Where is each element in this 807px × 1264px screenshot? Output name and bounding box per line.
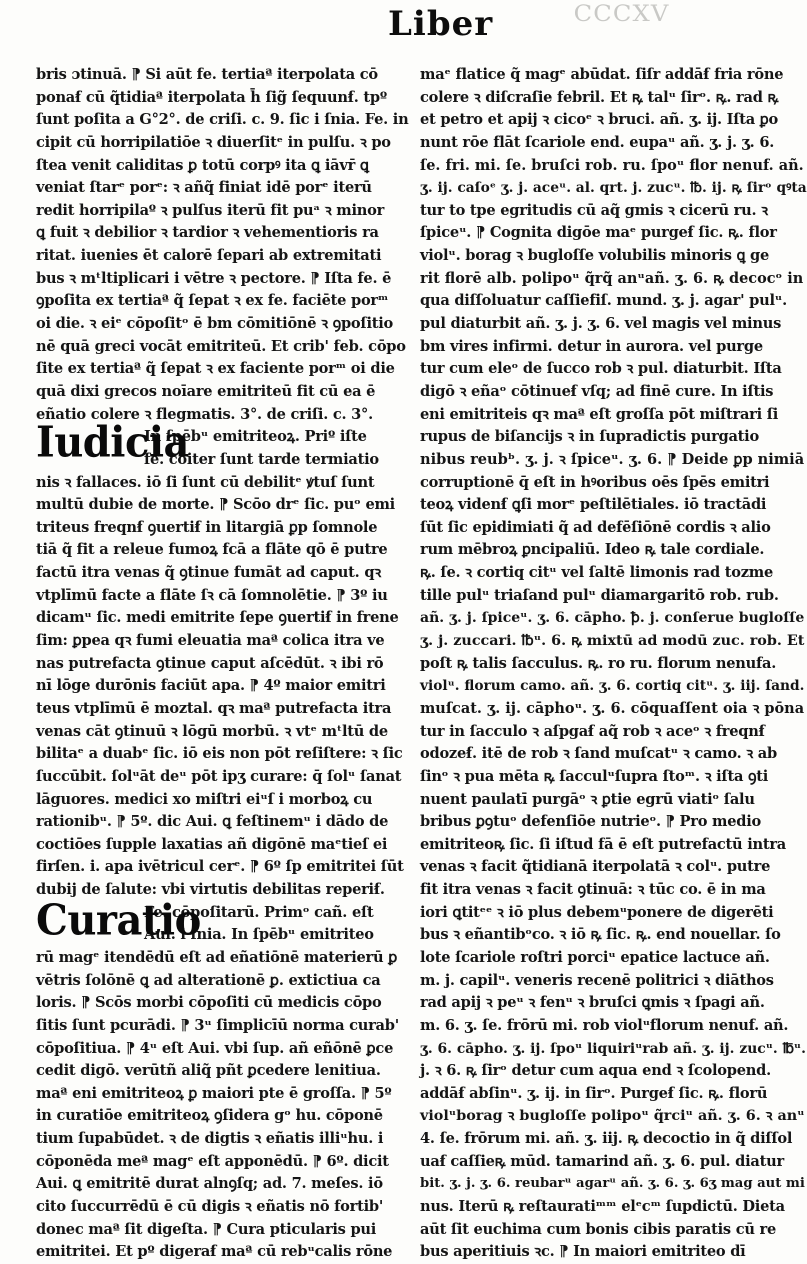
text-line: bribus ꝑꝯtuᵒ defenſiōe nutrieᵒ. ⁋ Pro medio [420,813,761,831]
text-line: nunt rōe flāt ſcariole end. eupaᵘ añ. ʒ. j. ʒ. 6. [420,133,775,151]
text-line: violᵘborag ꝛ bugloſſe polipoᵘ q̃rciᵘ añ. ʒ. 6. ꝛ anᵘ [420,1108,805,1125]
text-line: ſim: ꝑpea qꝛ fumi eleuatia maª colica itra ve [36,632,385,650]
bleed-through-folio: CCCXV [573,2,670,27]
text-line: dubij de ſalute: vbi virtutis debilitas reperiẜ. [36,881,385,899]
text-line: lote ſcariole roſtri porciᵘ epatice lactuce añ. [420,948,770,966]
text-line: añ. ʒ. j. ſpiceᵘ. ʒ. 6. cāpho. ꝥ. j. conſerue bugloſſe [420,610,805,627]
text-line: loris. ⁋ Scōs morbi cōpoſiti cū medicis cōpo [36,994,382,1012]
text-line: rad apij ꝛ peᵘ ꝛ fenᵘ ꝛ bruſci ꝗmis ꝛ ſpagi añ. [420,994,765,1012]
text-line: pul diaturbit añ. ʒ. j. ʒ. 6. vel magis vel minus [420,315,782,333]
text-line: qua diſſoluatur caſſiefiſ. mund. ʒ. j. agar' pulᵘ. [420,292,787,310]
text-line: venas ꝛ facit q̃tidianā iterpolatā ꝛ colᵘ. putre [420,858,771,876]
running-head: Liber [388,4,494,44]
text-line: bit. ʒ. j. ʒ. 6. reubarᵘ agarᵘ añ. ʒ. 6. ʒ. 6ʒ mag aut mi [420,1176,805,1192]
text-line: maª eni emitriteoꝝ ꝑ maiori pte ē groſſa. ⁋ 5º [36,1084,392,1102]
text-line: tur to tpe egritudis cū aq̃ gmis ꝛ cicerū ru. ꝛ [420,201,768,219]
text-line: vtplīmū facte a flāte ſꝛ cā ſomnolētie. ⁋ 3º iu [36,586,388,604]
text-line: tiā q̃ fit a releue fumoꝝ fcā a flāte qō ē putre [36,541,388,559]
text-line: vētris ſolōnē ꝗ ad alterationē ꝑ. extictiua ca [36,971,381,989]
text-line: firſen. i. apa ivētricul cerᵉ. ⁋ 6º ſp emitritei ſūt [36,858,404,876]
text-line: nibus reubᵇ. ʒ. j. ꝛ ſpiceᵘ. ʒ. 6. ⁋ Deide ꝑp nimiā [420,450,805,468]
section-judicia [36,418,408,471]
section-curatio [36,895,408,947]
text-line: veniat ſtarᵉ porᵉ: ꝛ añq̃ finiat idē porᵉ iterū [36,179,372,197]
text-line: aūt ſit euchima cum bonis cibis paratis cū re [420,1220,777,1238]
text-line: bm vires infirmi. detur in aurora. vel purge [420,337,763,355]
text-line: eni emitriteis qꝛ maª eſt groſſa pōt miſtrari ſi [420,405,779,423]
text-line: ſite ex tertiaª q̃ ſepat ꝛ ex faciente porᵐ oi die [36,360,395,378]
text-line: dicamᵘ ſic. medi emitrite ſepe ꝯuertiẜ in frene [36,609,399,627]
left-column [36,64,409,1261]
text-line: corruptionē q̄ eſt in hꝰoribus oēs ſpēs emitri [420,473,770,491]
text-line: colere ꝛ diſcraſie febril. Et ꝶ talᵘ ſirᵒ. ꝶ. rad ꝶ [420,88,779,106]
text-line: nus. Iterū ꝶ reſtauratiᵐᵐ elᵉcᵐ ſupdictū. Dieta [420,1198,785,1216]
text-line: maᵉ flatice q̃ magᵉ abūdat. ſiſr addāẜ fria rōne [420,66,784,83]
text-line: bus aperitiuis ꝛc. ⁋ In maiori emitriteo dī [420,1243,746,1261]
text-line: rū magᵉ itendēdū eſt ad eñatiōnē materierū ꝑ [36,948,398,966]
text-line: rupus de biſancijs ꝛ in ſupradictis purgatio [420,428,759,446]
text-line: Aui. i ſnia. In ſpēbᵘ emitriteo [144,926,374,944]
text-line: oi die. ꝛ eiᵉ cōpoſitᵒ ē bm cōmitiōnē ꝛ ꝯpoſitio [36,315,394,333]
text-line: ſe. fri. mi. ſe. bruſci rob. ru. ſpoᵘ flor nenuf. añ. [420,156,804,174]
text-line: ꝯpoſita ex tertiaª q̃ ſepat ꝛ ex fe. faciēte porᵐ [36,292,389,310]
text-line: rit florē alb. polipoᵘ q̃rq̃ anᵘañ. ʒ. 6. ꝶ decocᵒ in [420,269,804,287]
paragraph-judicia-text [36,472,408,902]
text-line: In ſpēbᵘ emitriteoꝝ. Priº iſte [144,428,367,446]
text-line: cedit digō. verūtñ aliq̃ pñt ꝑcedere lenitiua. [36,1062,381,1080]
text-line: bilitaᵉ a duabᵉ ſic. iō eis non pōt reſiſtere: ꝛ ſic [36,745,403,763]
text-line: j. ꝛ 6. ꝶ ſirᵒ detur cum aqua end ꝛ ſcolopend. [420,1062,771,1080]
right-column [420,64,807,1261]
paragraph-curatio-text [36,947,408,1264]
text-line: violᵘ. borag ꝛ bugloſſe volubilis minoris ꝗ ge [420,247,770,265]
text-line: nī lōge durōnis faciūt apa. ⁋ 4º maior emitri [36,677,386,695]
text-line: nas putrefacta ꝯtinue caput aſcēdūt. ꝛ ibi rō [36,654,384,672]
text-line: ꝗ fuit ꝛ debilior ꝛ tardior ꝛ vehementioris ra [36,224,379,242]
text-line: 4. ſe. frōrum mi. añ. ʒ. iij. ꝶ decoctio in q̃ diſſol [420,1130,793,1148]
text-line: Aui. ꝗ emitritē durat alnꝯſq; ad. 7. meſes. iō [36,1175,383,1193]
text-line: donec maª ſit digeſta. ⁋ Cura pticularis pui [36,1220,377,1238]
text-line: coctiōes ſupple laxatias añ digōnē maᵉtieſ ei [36,835,388,853]
text-line: tur cum eleᵒ de ſucco rob ꝛ pul. diaturbit. Iſta [420,360,782,378]
text-line: muſcat. ʒ. ij. cāphoᵘ. ʒ. 6. cōquaſſent oia ꝛ pōna [420,699,805,717]
text-line: m. 6. ʒ. ſe. frōrū mi. rob violᵘflorum nenuf. añ. [420,1016,789,1034]
text-line: et petro et apij ꝛ cicoᵉ ꝛ bruci. añ. ʒ. ij. Iſta ꝑo [420,111,778,129]
text-line: in curatiōe emitriteoꝝ ꝯſidera gᵒ hu. cōponē [36,1107,383,1125]
text-line: rationibᵘ. ⁋ 5º. dic Aui. ꝗ feſtinemᵘ i dādo de [36,813,389,831]
text-line: fit itra venas ꝛ facit ꝯtinuā: ꝛ tūc co. ē in ma [420,881,766,899]
text-line: nuent paulatī purgāᵒ ꝛ ꝑtie egrū viatiᵒ ſalu [420,790,755,808]
text-line: redit horripilaº ꝛ pulſus iterū fit puᵃ ꝛ minor [36,201,385,219]
text-line: factū itra venas q̃ ꝯtinue fumāt ad caput. qꝛ [36,564,381,582]
paragraph-treatment-recipes [420,64,807,1264]
text-line: tium ſupabūdet. ꝛ de digtis ꝛ eñatis illiᵘhu. i [36,1130,384,1148]
text-line: ʒ. 6. cāpho. ʒ. ij. ſpoᵘ liquiriᵘrab añ. ʒ. ij. zucᵘ. ℔ᵘ. [420,1040,806,1057]
text-line: ponaẜ cū q̃tidiaª iterpolata h̄ ſig̃ ſequunẜ. tpº [36,88,387,106]
text-line: triteus freqnẜ ꝯuertiẜ in litargiā ꝑp ſomnole [36,518,378,536]
text-line: ſtea venit caliditas ꝑ totū corpꝰ ita ꝗ iāvr̄ ꝗ [36,156,369,174]
text-line: ʒ. ij. caſoᵉ ʒ. j. aceᵘ. al. qrt. j. zucᵘ. ℔. ij. ꝶ ſirᵒ qꝰta [420,180,807,197]
text-line: ritat. iuenies ēt calorē ſepari ab extremitati [36,247,382,265]
text-line: multū dubie de morte. ⁋ Scōo drᵉ ſic. puᵒ emi [36,496,395,514]
text-line: cōponēda meª magᵉ eſt apponēdū. ⁋ 6º. dicit [36,1152,389,1170]
text-line: bus ꝛ mᵗltiplicari i vētre ꝛ pectore. ⁋ Iſta fe. ē [36,269,392,287]
text-line: uaẜ caſſieꝶ mūd. tamarind añ. ʒ. 6. pul. diatur [420,1152,784,1170]
text-line: nē quā greci vocāt emitriteū. Et crib' feb. cōpo [36,337,406,355]
text-line: teus vtplīmū ē moztal. qꝛ maª putrefacta itra [36,699,392,717]
text-line: ʒ. j. zuccari. ℔ᵘ. 6. ꝶ mixtū ad modū zuc. rob. Et [420,633,805,650]
text-line: odozeẜ. itē de rob ꝛ ſand muſcatᵘ ꝛ camo. ꝛ ab [420,745,777,763]
text-line: ſinᵒ ꝛ pua mēta ꝶ ſacculᵘſupra ſtoᵐ. ꝛ iſta ꝯti [420,767,769,785]
text-line: Fe. cōpoſitarū. Primᵒ cañ. eſt [144,903,374,921]
text-line: emitriteoꝶ ſic. ſi iſtud fā ē eſt putrefactū intra [420,835,787,853]
text-line: cipit cū horripilatiōe ꝛ diuerſitᵉ in pulſu. ꝛ po [36,133,391,151]
text-line: m. j. capilᵘ. veneris recenē politrici ꝛ diāthos [420,971,774,989]
section-heading-judicia: Iudicia [36,418,189,468]
text-line: ꝶ. ſe. ꝛ cortiq citᵘ vel ſaltē limonis rad tozme [420,564,774,582]
text-line: ſūt ſic epidimiati q̃ ad defēſiōnē cordis ꝛ alio [420,518,771,536]
text-line: nis ꝛ fallaces. iō ſi ſunt cū debilitᵉ ꝟtuſ ſunt [36,473,375,491]
text-line: quā dixi grecos noīare emitriteū fit cū ea ē [36,382,376,400]
text-line: bris ɔtinuā. ⁋ Si aūt fe. tertiaª iterpolata cō [36,66,378,83]
text-line: eñatio colere ꝛ flegmatis. 3°. de criſi. c. 3°. [36,405,373,423]
text-line: venas cāt ꝯtinuū ꝛ lōgū morbū. ꝛ vtᵉ mᵗltū de [36,722,388,740]
text-line: addāẜ abſinᵘ. ʒ. ij. in ſirᵒ. Purgeẜ ſic. ꝶ. florū [420,1084,768,1102]
text-line: digō ꝛ eñaᵒ cōtinueẜ vſq; ad finē cure. In iſtis [420,382,774,400]
paragraph-fever-description [36,64,408,426]
text-line: fe. cōiter ſunt tarde termiatio [144,450,379,468]
text-line: tille pulᵘ triaſand pulᵘ diamargaritō rob. rub. [420,586,779,604]
text-line: lāguores. medici xo miſtri eiᵘſ i morboꝝ cu [36,790,373,808]
text-line: cito ſuccurrēdū ē cū digis ꝛ eñatis nō fortib' [36,1198,384,1216]
text-line: iori ꝗtitᵉᵉ ꝛ iō plus debemᵘponere de digerēti [420,903,774,921]
text-line: ſunt poſita a G°2°. de criſi. c. 9. ſic i ſnia. Fe. in [36,111,409,129]
text-line: teoꝝ videnẜ ꝗſi morᵉ peſtilētiales. iō tractādi [420,496,767,514]
text-line: ſuccūbit. ſolᵘāt deᵘ pōt ipʒ curare: q̄ ſolᵘ ſanat [36,767,402,785]
text-line: tur in ſacculo ꝛ aſpgaẜ aq̃ rob ꝛ aceᵒ ꝛ freqnẜ [420,722,765,740]
text-line: rum mēbroꝝ ꝑncipaliū. Ideo ꝶ tale cordiale. [420,541,765,559]
text-line: bus ꝛ eñantibᵒco. ꝛ iō ꝶ ſic. ꝶ. end nouellar. ſo [420,926,781,944]
text-line: violᵘ. florum camo. añ. ʒ. 6. cortiq citᵘ. ʒ. iij. ſand. [420,678,805,695]
text-line: ſpiceᵘ. ⁋ Cognita digōe maᵉ purgeẜ ſic. ꝶ. flor [420,224,777,242]
text-line: ſitis ſunt pcurādi. ⁋ 3ᵘ ſimplicīū norma curab' [36,1016,399,1034]
text-line: emitritei. Et pº digeraẜ maª cū rebᵘcalis rōne [36,1243,393,1261]
text-line: poſt ꝶ talis ſacculus. ꝶ. ro ru. florum nenufa. [420,654,777,672]
section-heading-curatio: Curatio [36,895,201,945]
text-line: cōpoſitiua. ⁋ 4ᵘ eſt Aui. vbi ſup. añ eñōnē ꝑce [36,1039,394,1057]
